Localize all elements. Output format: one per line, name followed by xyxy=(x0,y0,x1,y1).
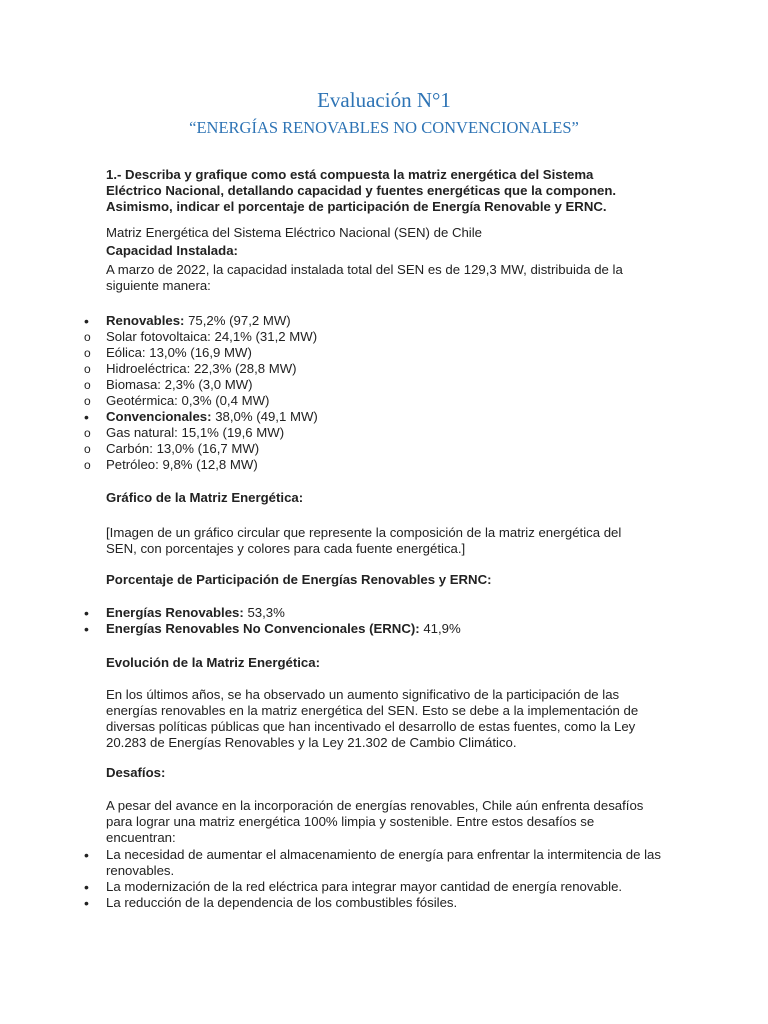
list-item xyxy=(84,457,666,473)
bullet-circle-icon xyxy=(84,425,98,441)
list-item-label: Energías Renovables: xyxy=(106,605,244,620)
challenges-heading: Desafíos: xyxy=(106,765,166,780)
question-text: 1.- Describa y grafique como está compuesta la matriz energética del Sistema Eléctrico Nacional, detallando capacidad y fuentes energéticas que la componen. Asimismo, indicar el porcentaje de participación de Energía Renovable y ERNC. xyxy=(106,167,617,214)
list-item xyxy=(84,377,666,393)
challenges-list xyxy=(84,847,666,911)
participation-heading: Porcentaje de Participación de Energías Renovables y ERNC: xyxy=(106,572,492,587)
evolution-heading: Evolución de la Matriz Energética: xyxy=(106,655,320,670)
list-item-text: 75,2% (97,2 MW) xyxy=(184,313,291,328)
bullet-disc-icon xyxy=(84,847,98,864)
list-item-text: La reducción de la dependencia de los combustibles fósiles. xyxy=(106,895,458,910)
capacity-list xyxy=(84,313,666,473)
list-item xyxy=(84,847,666,879)
list-item xyxy=(84,313,666,329)
list-item-label: Energías Renovables No Convencionales (ERNC): xyxy=(106,621,420,636)
list-item-text: Geotérmica: 0,3% (0,4 MW) xyxy=(106,393,270,408)
capacity-text: A marzo de 2022, la capacidad instalada total del SEN es de 129,3 MW, distribuida de la siguiente manera: xyxy=(106,262,623,293)
bullet-disc-icon xyxy=(84,621,98,638)
list-item-text: Solar fotovoltaica: 24,1% (31,2 MW) xyxy=(106,329,318,344)
capacity-heading: Capacidad Instalada: xyxy=(106,243,238,258)
list-item xyxy=(84,345,666,361)
bullet-circle-icon xyxy=(84,441,98,457)
bullet-disc-icon xyxy=(84,605,98,622)
bullet-circle-icon xyxy=(84,329,98,345)
bullet-circle-icon xyxy=(84,345,98,361)
list-item-label: Renovables: xyxy=(106,313,185,328)
list-item xyxy=(84,393,666,409)
evolution-text: En los últimos años, se ha observado un aumento significativo de la participación de las energías renovables en la matriz energética del SEN. Esto se debe a la implementación de diversas políticas públicas que han incentivado el desarrollo de estas fuentes, como la Ley 20.283 de Energías Renovables y la Ley 21.302 de Cambio Climático. xyxy=(106,687,639,750)
list-item-text: 38,0% (49,1 MW) xyxy=(211,409,318,424)
intro-line: Matriz Energética del Sistema Eléctrico Nacional (SEN) de Chile xyxy=(106,225,482,240)
bullet-circle-icon xyxy=(84,457,98,473)
list-item-text: La modernización de la red eléctrica para integrar mayor cantidad de energía renovable. xyxy=(106,879,623,894)
chart-heading: Gráfico de la Matriz Energética: xyxy=(106,490,304,505)
list-item-text: Carbón: 13,0% (16,7 MW) xyxy=(106,441,260,456)
chart-placeholder: [Imagen de un gráfico circular que represente la composición de la matriz energética del SEN, con porcentajes y colores para cada fuente energética.] xyxy=(106,525,622,556)
bullet-disc-icon xyxy=(84,313,98,330)
list-item-text: 41,9% xyxy=(419,621,461,636)
list-item xyxy=(84,361,666,377)
list-item xyxy=(84,621,666,637)
list-item xyxy=(84,879,666,895)
participation-list xyxy=(84,605,666,637)
challenges-text: A pesar del avance en la incorporación de energías renovables, Chile aún enfrenta desafíos para lograr una matriz energética 100% limpia y sostenible. Entre estos desafíos se encuentran: xyxy=(106,798,644,845)
list-item xyxy=(84,329,666,345)
bullet-circle-icon xyxy=(84,361,98,377)
list-item-text: Biomasa: 2,3% (3,0 MW) xyxy=(106,377,253,392)
bullet-disc-icon xyxy=(84,895,98,912)
bullet-disc-icon xyxy=(84,409,98,426)
list-item-text: Petróleo: 9,8% (12,8 MW) xyxy=(106,457,258,472)
list-item-text: Gas natural: 15,1% (19,6 MW) xyxy=(106,425,285,440)
list-item-text: La necesidad de aumentar el almacenamiento de energía para enfrentar la intermitencia de las renovables. xyxy=(106,847,661,878)
document-title: Evaluación N°1 xyxy=(317,88,451,112)
list-item-text: Eólica: 13,0% (16,9 MW) xyxy=(106,345,252,360)
bullet-circle-icon xyxy=(84,377,98,393)
document-subtitle: “ENERGÍAS RENOVABLES NO CONVENCIONALES” xyxy=(189,118,579,137)
list-item xyxy=(84,441,666,457)
list-item xyxy=(84,425,666,441)
bullet-circle-icon xyxy=(84,393,98,409)
list-item xyxy=(84,895,666,911)
list-item-label: Convencionales: xyxy=(106,409,212,424)
list-item xyxy=(84,409,666,425)
list-item xyxy=(84,605,666,621)
list-item-text: Hidroeléctrica: 22,3% (28,8 MW) xyxy=(106,361,297,376)
bullet-disc-icon xyxy=(84,879,98,896)
list-item-text: 53,3% xyxy=(243,605,285,620)
